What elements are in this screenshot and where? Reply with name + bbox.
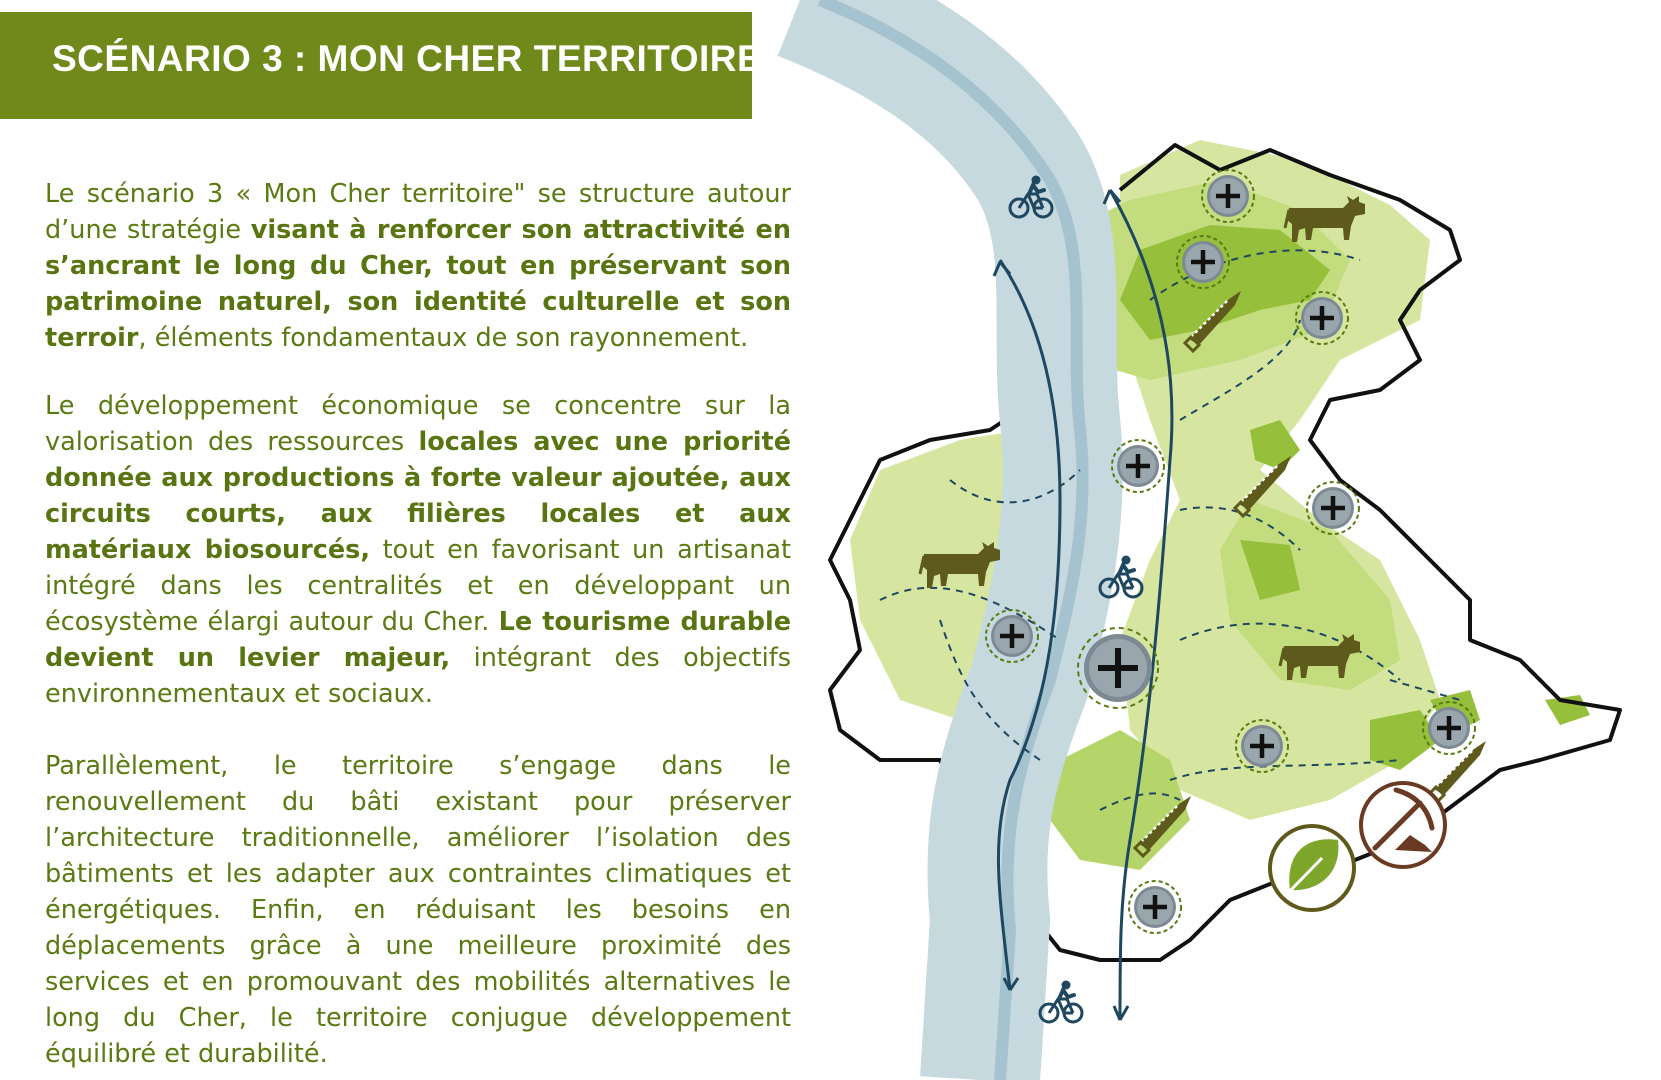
page-title: SCÉNARIO 3 : MON CHER TERRITOIRE [52, 38, 763, 79]
p2-segment-0: Le développement économique se concentre sur la valorisation des ressources [45, 391, 791, 457]
p3-segment-0: Parallèlement, le territoire s’engage dans le renouvellement du bâti existant pour préserver l’architecture traditionnelle, améliorer l’isolation des bâtiments et les adapter aux contraintes climatiques et énergétiques. Enfin, en réduisant les besoins en déplacements grâce à une meilleure proximité des services et en promouvant des mobilités alternatives le long du Cher, le territoire conjugue développement équilibré et durabilité. [45, 751, 791, 1069]
p1-segment-1: visant à renforcer son attractivité en s’ancrant le long du Cher, tout en préservant son patrimoine naturel, son identité culturelle et son terroir [45, 215, 791, 353]
p1-segment-0: Le scénario 3 « Mon Cher territoire" se structure autour d’une stratégie [45, 179, 791, 245]
saw-icon [1430, 741, 1486, 801]
p2-segment-4: intégrant des objectifs environnementaux et sociaux. [45, 643, 791, 709]
p2-segment-3: Le tourisme durable devient un levier majeur, [45, 607, 791, 673]
p2-segment-1: locales avec une priorité donnée aux productions à forte valeur ajoutée, aux circuits courts, aux filières locales et aux matériaux biosourcés, [45, 427, 791, 565]
p2-segment-2: tout en favorisant un artisanat intégré dans les centralités et en développant un écosystème élargi autour du Cher. [45, 535, 792, 637]
p1-segment-2: , éléments fondamentaux de son rayonnement. [138, 323, 749, 353]
cyclist-icon [1040, 981, 1082, 1023]
leaf-icon [1270, 826, 1354, 910]
pickaxe-icon [1361, 783, 1445, 867]
central-plus-icon [1078, 628, 1158, 708]
plus-pin-icon [1129, 881, 1181, 933]
